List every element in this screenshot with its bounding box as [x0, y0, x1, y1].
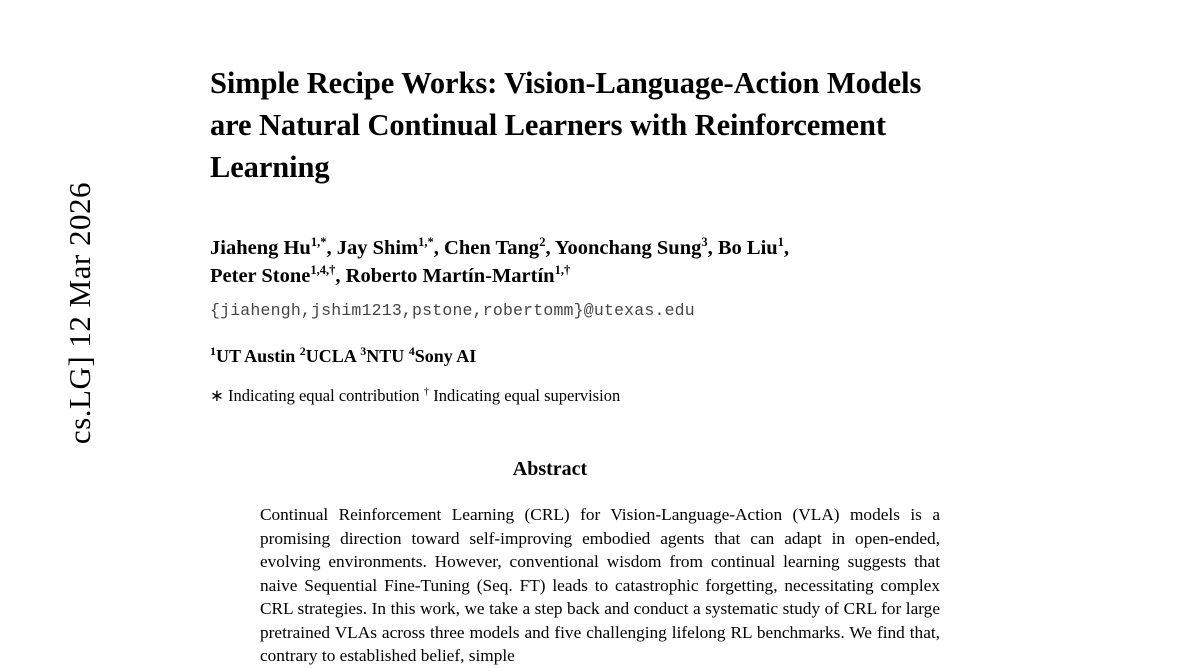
author-affiliation-marker: 3: [701, 235, 708, 250]
affiliation-marker: 3: [360, 344, 367, 358]
abstract-paragraph: Continual Reinforcement Learning (CRL) for Vision-Language-Action (VLA) models is a promising direction toward self-improving embodied agents that can adapt in open-ended, evolving environments. However, conventional wisdom from continual learning suggests that naive Sequential Fine-Tuning (Seq. FT) leads to catastrophic forgetting, necessitating complex CRL strategies. In this work, we take a step back and conduct a systematic study of CRL for large pretrained VLAs across three models and five challenging lifelong RL benchmarks. We find that, contrary to established belief, simple: [260, 505, 940, 665]
author-name: , Bo Liu: [707, 237, 778, 259]
author-affiliation-marker: 1,*: [418, 235, 434, 250]
arxiv-side-stamp: [0, 0, 97, 648]
affiliation-name: NTU: [366, 346, 409, 366]
affiliation-marker: 1: [210, 344, 216, 358]
equal-supervision-note: Indicating equal supervision: [429, 386, 621, 405]
affiliation-name: UCLA: [305, 346, 361, 366]
affiliation-marker: 2: [299, 344, 306, 358]
affiliations-line: [210, 346, 940, 367]
author-affiliation-marker: 1: [777, 235, 784, 250]
author-name: , Jay Shim: [326, 237, 419, 259]
author-name: , Yoonchang Sung: [545, 237, 702, 259]
affiliation-name: Sony AI: [414, 346, 477, 366]
equal-contribution-note: ∗ Indicating equal contribution: [210, 386, 424, 405]
abstract-body: [260, 503, 940, 668]
dagger-marker: †: [423, 385, 430, 398]
author-emails: {jiahengh,jshim1213,pstone,robertomm}@utexas.edu: [210, 301, 695, 320]
author-list: [210, 234, 940, 290]
author-name: Peter Stone: [210, 265, 311, 287]
author-affiliation-marker: 2: [539, 235, 546, 250]
abstract-heading: Abstract: [512, 458, 588, 480]
paper-column: [210, 0, 940, 668]
author-name: Jiaheng Hu: [210, 237, 311, 259]
author-name: , Chen Tang: [433, 237, 540, 259]
author-affiliation-marker: 1,4,†: [310, 263, 336, 278]
page-title: Simple Recipe Works: Vision-Language-Action Models are Natural Continual Learners with Reinforcement Learning: [210, 66, 922, 184]
author-name: , Roberto Martín-Martín: [335, 265, 555, 287]
author-affiliation-marker: 1,†: [554, 263, 571, 278]
affiliation-name: UT Austin: [216, 346, 300, 366]
author-affiliation-marker: 1,*: [310, 235, 327, 250]
affiliation-marker: 4: [408, 344, 415, 358]
author-separator: ,: [783, 237, 790, 259]
author-footnotes: [210, 386, 940, 406]
arxiv-side-stamp-text: cs.LG] 12 Mar 2026: [62, 181, 97, 445]
